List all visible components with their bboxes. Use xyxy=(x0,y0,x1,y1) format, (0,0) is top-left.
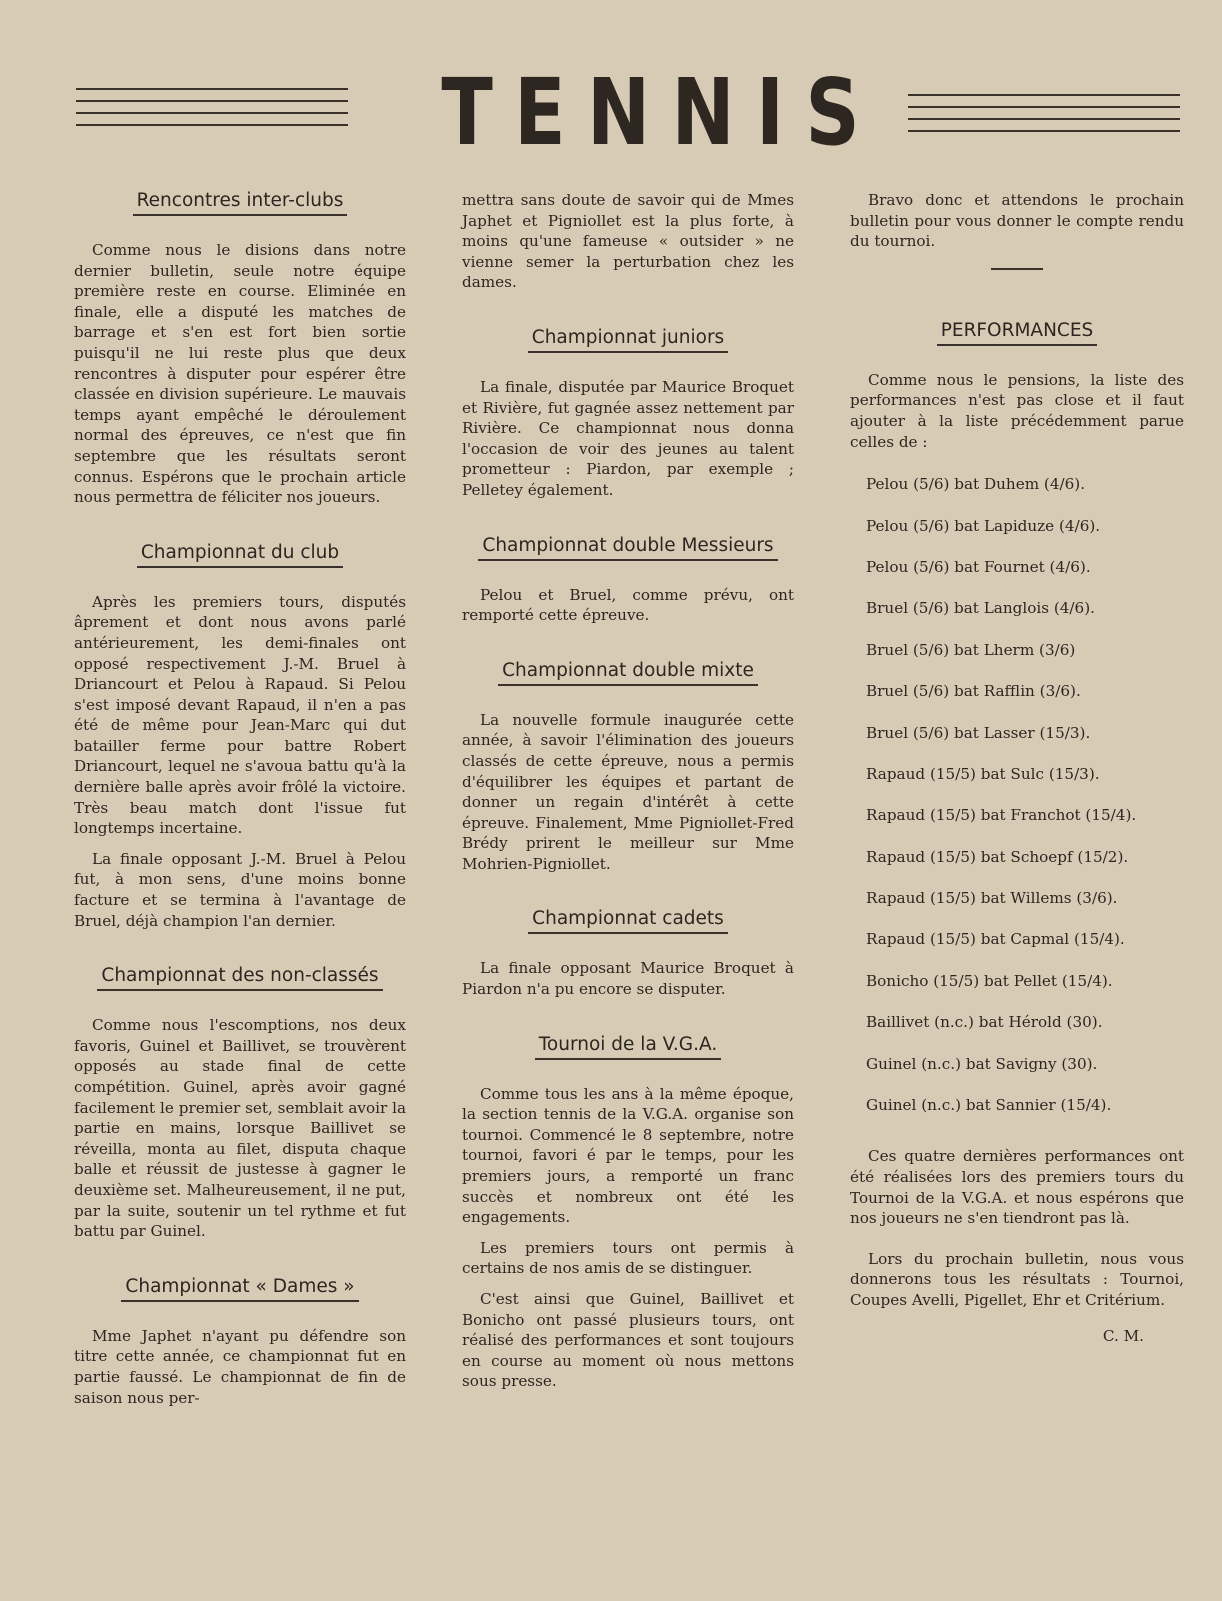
author-signature: C. M. xyxy=(1102,1326,1144,1345)
performance-list xyxy=(850,474,1184,1115)
list-item: Rapaud (15/5) bat Capmal (15/4). xyxy=(866,930,1125,949)
paragraph: Comme nous le disions dans notre dernier bulletin, seule notre équipe première reste en course. Eliminée en finale, elle a disputé les matches de barrage et s'en est fort bien sortie puisqu'il ne lui reste plus que deux rencontres à disputer pour espérer être classée en division supérieure. Le mauvais temps ayant empêché le déroulement normal des épreuves, ce n'est que fin septembre que les résultats seront connus. Espérons que le prochain article nous permettra de féliciter nos joueurs. xyxy=(74,241,406,507)
section-heading: Championnat des non-classés xyxy=(74,965,406,991)
list-item: Pelou (5/6) bat Duhem (4/6). xyxy=(866,475,1086,494)
list-item: Pelou (5/6) bat Lapiduze (4/6). xyxy=(866,516,1101,535)
paragraph: Les premiers tours ont permis à certains de nos amis de se distinguer. xyxy=(462,1238,794,1278)
paragraph: Pelou et Bruel, comme prévu, ont remporté cette épreuve. xyxy=(462,585,794,625)
masthead-rules-right xyxy=(908,94,1180,142)
paragraph: Comme tous les ans à la même époque, la section tennis de la V.G.A. organise son tournoi. Commencé le 8 septembre, notre tournoi, favori é par le temps, pour les premiers jours, a remporté un franc succès et nombreux ont été les engagements. xyxy=(462,1084,794,1227)
paragraph: Ces quatre dernières performances ont été réalisées lors des premiers tours du Tournoi de la V.G.A. et nous espérons que nos joueurs ne s'en tiendront pas là. xyxy=(850,1147,1184,1228)
paragraph: La finale, disputée par Maurice Broquet et Rivière, fut gagnée assez nettement par Rivière. Ce championnat nous donna l'occasion de voir des jeunes au talent prometteur : Piardon, par exemple ; Pelletey également. xyxy=(462,377,794,499)
paragraph: Comme nous le pensions, la liste des performances n'est pas close et il faut ajouter à la liste précédemment parue celles de : xyxy=(850,370,1184,451)
list-item: Baillivet (n.c.) bat Hérold (30). xyxy=(866,1013,1103,1032)
masthead-rules-left xyxy=(76,88,348,136)
list-item: Bruel (5/6) bat Rafflin (3/6). xyxy=(866,682,1081,701)
section-heading: Championnat juniors xyxy=(462,327,794,353)
list-item: Rapaud (15/5) bat Schoepf (15/2). xyxy=(866,847,1129,866)
section-heading: PERFORMANCES xyxy=(850,320,1184,346)
list-item: Bonicho (15/5) bat Pellet (15/4). xyxy=(866,971,1113,990)
column-1 xyxy=(74,190,406,1418)
list-item: Pelou (5/6) bat Fournet (4/6). xyxy=(866,557,1091,576)
list-item: Rapaud (15/5) bat Willems (3/6). xyxy=(866,889,1118,908)
list-item: Bruel (5/6) bat Lasser (15/3). xyxy=(866,723,1091,742)
paragraph: mettra sans doute de savoir qui de Mmes Japhet et Pigniollet est la plus forte, à moins qu'une fameuse « outsider » ne vienne semer la perturbation chez les dames. xyxy=(462,191,794,292)
paragraph: La finale opposant Maurice Broquet à Piardon n'a pu encore se disputer. xyxy=(462,959,794,999)
paragraph: Mme Japhet n'ayant pu défendre son titre cette année, ce championnat fut en partie faussé. Le championnat de fin de saison nous per- xyxy=(74,1326,406,1407)
section-heading: Championnat cadets xyxy=(462,908,794,934)
paragraph: Comme nous l'escomptions, nos deux favoris, Guinel et Baillivet, se trouvèrent opposés au stade final de cette compétition. Guinel, après avoir gagné facilement le premier set, semblait avoir la partie en mains, lorsque Baillivet se réveilla, monta au filet, disputa chaque balle et réussit de justesse à gagner le deuxième set. Malheureusement, il ne put, par la suite, soutenir un tel rythme et fut battu par Guinel. xyxy=(74,1016,406,1241)
section-heading: Championnat double mixte xyxy=(462,660,794,686)
paragraph: Après les premiers tours, disputés âprement et dont nous avons parlé antérieurement, les demi-finales ont opposé respectivement J.-M. Bruel à Driancourt et Pelou à Rapaud. Si Pelou s'est imposé devant Rapaud, il n'en a pas été de même pour Jean-Marc qui dut batailler ferme pour battre Robert Driancourt, lequel ne s'avoua battu qu'à la dernière balle après avoir frôlé la victoire. Très beau match dont l'issue fut longtemps incertaine. xyxy=(74,592,406,838)
list-item: Guinel (n.c.) bat Savigny (30). xyxy=(866,1054,1098,1073)
section-heading: Tournoi de la V.G.A. xyxy=(462,1034,794,1060)
section-heading: Rencontres inter-clubs xyxy=(74,190,406,216)
paragraph: La nouvelle formule inaugurée cette année, à savoir l'élimination des joueurs classés de cette épreuve, nous a permis d'équilibrer les équipes et partant de donner un regain d'intérêt à cette épreuve. Finalement, Mme Pigniollet-Fred Brédy prirent le meilleur sur Mme Mohrien-Pigniollet. xyxy=(462,710,794,873)
paragraph: Lors du prochain bulletin, nous vous donnerons tous les résultats : Tournoi, Coupes Avelli, Pigellet, Ehr et Critérium. xyxy=(850,1249,1184,1309)
section-heading: Championnat « Dames » xyxy=(74,1276,406,1302)
list-item: Rapaud (15/5) bat Sulc (15/3). xyxy=(866,764,1100,783)
list-item: Guinel (n.c.) bat Sannier (15/4). xyxy=(866,1096,1112,1115)
list-item: Bruel (5/6) bat Langlois (4/6). xyxy=(866,599,1095,618)
paragraph: La finale opposant J.-M. Bruel à Pelou fut, à mon sens, d'une moins bonne facture et se termina à l'avantage de Bruel, déjà champion l'an dernier. xyxy=(74,849,406,930)
list-item: Bruel (5/6) bat Lherm (3/6) xyxy=(866,640,1076,659)
paragraph: C'est ainsi que Guinel, Baillivet et Bonicho ont passé plusieurs tours, ont réalisé des performances et sont toujours en course au moment où nous mettons sous presse. xyxy=(462,1290,794,1391)
section-heading: Championnat double Messieurs xyxy=(462,535,794,561)
list-item: Rapaud (15/5) bat Franchot (15/4). xyxy=(866,806,1137,825)
section-divider xyxy=(991,268,1043,270)
section-heading: Championnat du club xyxy=(74,542,406,568)
column-2 xyxy=(462,190,794,1402)
paragraph: Bravo donc et attendons le prochain bulletin pour vous donner le compte rendu du tournoi. xyxy=(850,191,1184,251)
column-3 xyxy=(850,190,1184,1345)
page-title: TENNIS xyxy=(441,59,881,166)
